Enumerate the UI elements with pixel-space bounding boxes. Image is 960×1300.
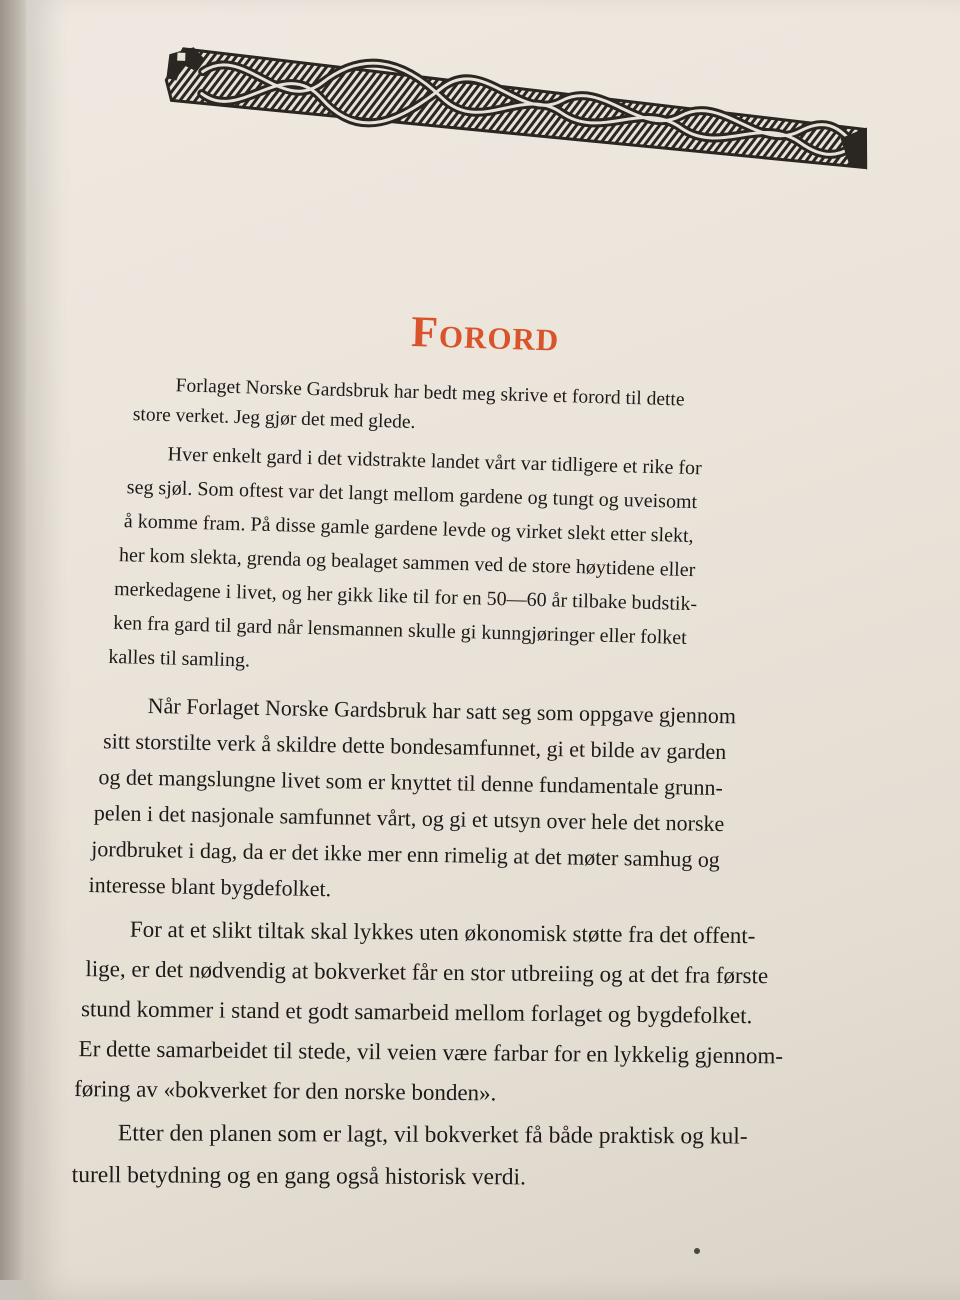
text-line: lige, er det nødvendig at bokverket får en stor utbreiing og at det fra første <box>85 956 769 989</box>
page-title: Forord <box>410 306 561 361</box>
text-line: Forlaget Norske Gardsbruk har bedt meg skrive et forord til dette <box>175 375 685 411</box>
text-line: store verket. Jeg gjør det med glede. <box>132 404 416 433</box>
text-line: Etter den planen som er lagt, vil bokverket få både praktisk og kul- <box>117 1120 748 1150</box>
text-line: seg sjøl. Som oftest var det langt mellom gardene og tungt og uveisomt <box>126 476 698 514</box>
text-line: Er dette samarbeidet til stede, vil veien være farbar for en lykkelig gjennom- <box>78 1036 784 1069</box>
text-line: Når Forlaget Norske Gardsbruk har satt seg som oppgave gjennom <box>147 692 737 729</box>
text-line: føring av «bokverket for den norske bonden». <box>74 1076 497 1106</box>
text-line: her kom slekta, grenda og bealaget sammen ved de store høytidene eller <box>118 544 696 582</box>
paper-speck <box>694 1248 700 1254</box>
text-line: og det mangslungne livet som er knyttet til denne fundamentale grunn- <box>98 764 724 801</box>
book-page <box>26 0 960 1300</box>
text-line: ken fra gard til gard når lensmannen skulle gi kunngjøringer eller folket <box>112 611 688 649</box>
norse-knotwork-band-icon <box>159 40 875 180</box>
text-line: å komme fram. På disse gamle gardene levde og virket slekt etter slekt, <box>123 510 694 548</box>
text-line: merkedagene i livet, og her gikk like til for en 50—60 år tilbake budstik- <box>113 577 698 616</box>
text-line: sitt storstilte verk å skildre dette bondesamfunnet, gi et bilde av garden <box>102 728 727 765</box>
text-line: jordbruket i dag, da er det ikke mer enn rimelig at det møter samhug og <box>91 836 721 872</box>
text-line: stund kommer i stand et godt samarbeid mellom forlaget og bygdefolket. <box>80 996 753 1029</box>
text-line: kalles til samling. <box>108 645 251 672</box>
text-line: Hver enkelt gard i det vidstrakte landet vårt var tidligere et rike for <box>167 443 703 480</box>
text-line: pelen i det nasjonale samfunnet vårt, og gi et utsyn over hele det norske <box>93 800 725 837</box>
text-line: interesse blant bygdefolket. <box>88 871 332 902</box>
text-line: For at et slikt tiltak skal lykkes uten økonomisk støtte fra det offent- <box>129 916 756 949</box>
text-line: turell betydning og en gang også historisk verdi. <box>71 1162 527 1191</box>
